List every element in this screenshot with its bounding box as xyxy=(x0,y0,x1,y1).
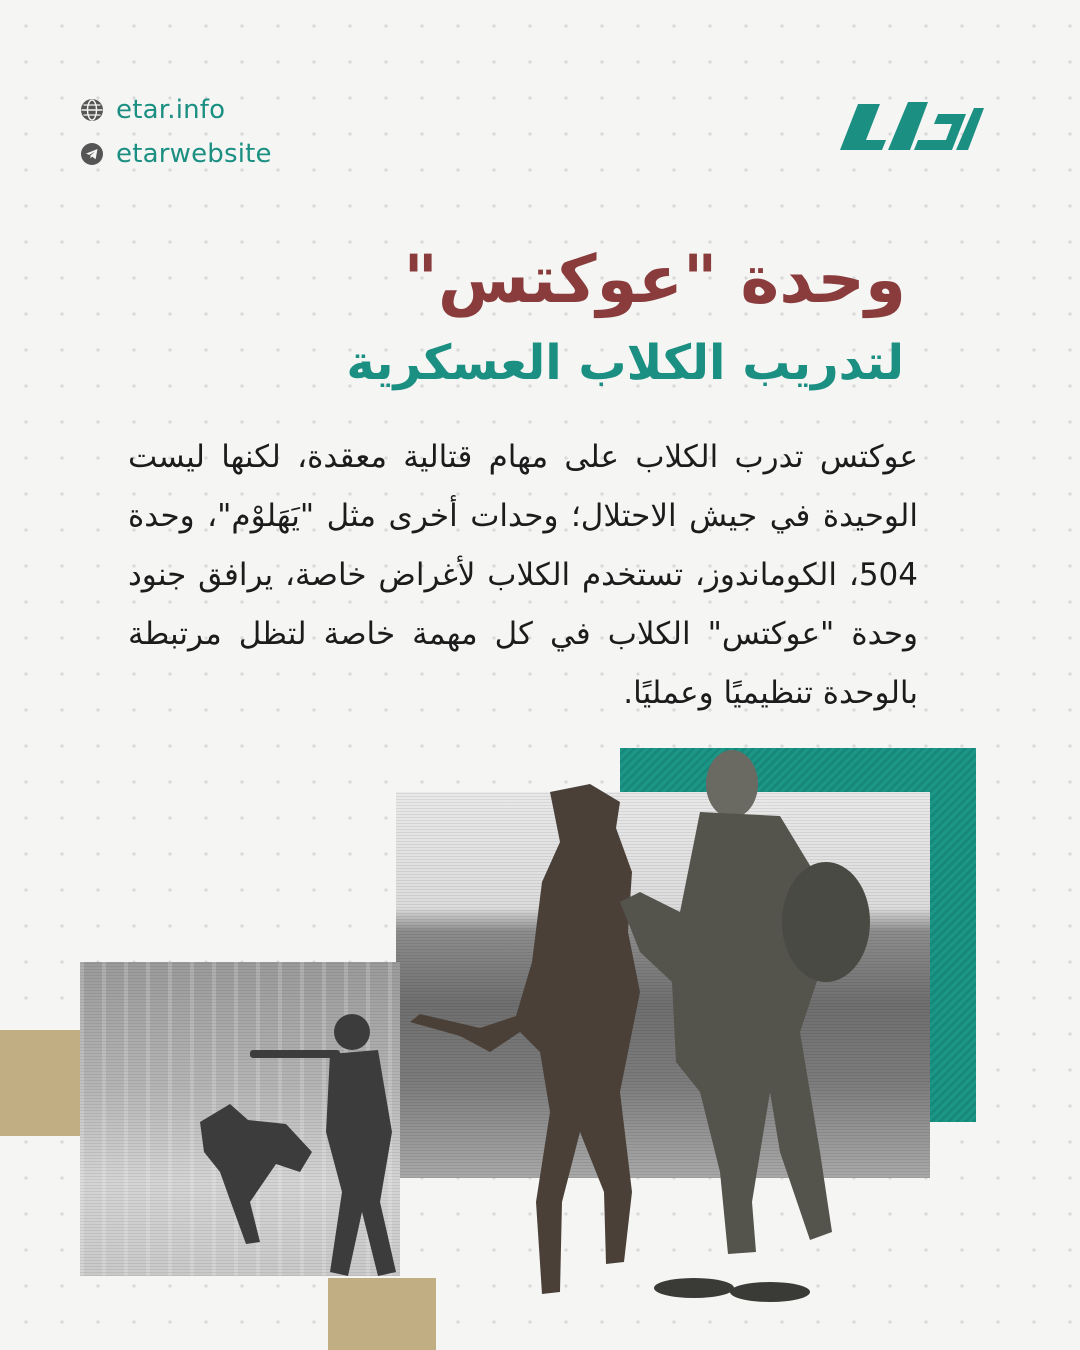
contact-telegram-label: etarwebsite xyxy=(116,139,272,169)
contact-telegram[interactable] xyxy=(80,132,272,176)
brand-logo xyxy=(834,96,984,152)
headline-title: وحدة "عوكتس" xyxy=(403,241,906,318)
photo-figures-illustration xyxy=(80,732,940,1326)
headline-subtitle: لتدريب الكلاب العسكرية xyxy=(346,335,904,391)
globe-icon xyxy=(80,98,104,122)
telegram-icon xyxy=(80,142,104,166)
gold-accent-block-left xyxy=(0,1030,80,1136)
contact-list xyxy=(80,88,272,176)
contact-website[interactable] xyxy=(80,88,272,132)
contact-website-label: etar.info xyxy=(116,95,226,125)
body-paragraph: عوكتس تدرب الكلاب على مهام قتالية معقدة، لكنها ليست الوحيدة في جيش الاحتلال؛ وحدات أخرى مثل "يَهَلوْم"، وحدة 504، الكوماندوز، تستخدم الكلاب لأغراض خاصة، يرافق جنود وحدة "عوكتس" الكلاب في كل مهمة خاصة لتظل مرتبطة بالوحدة تنظيميًا وعمليًا. xyxy=(128,439,918,711)
